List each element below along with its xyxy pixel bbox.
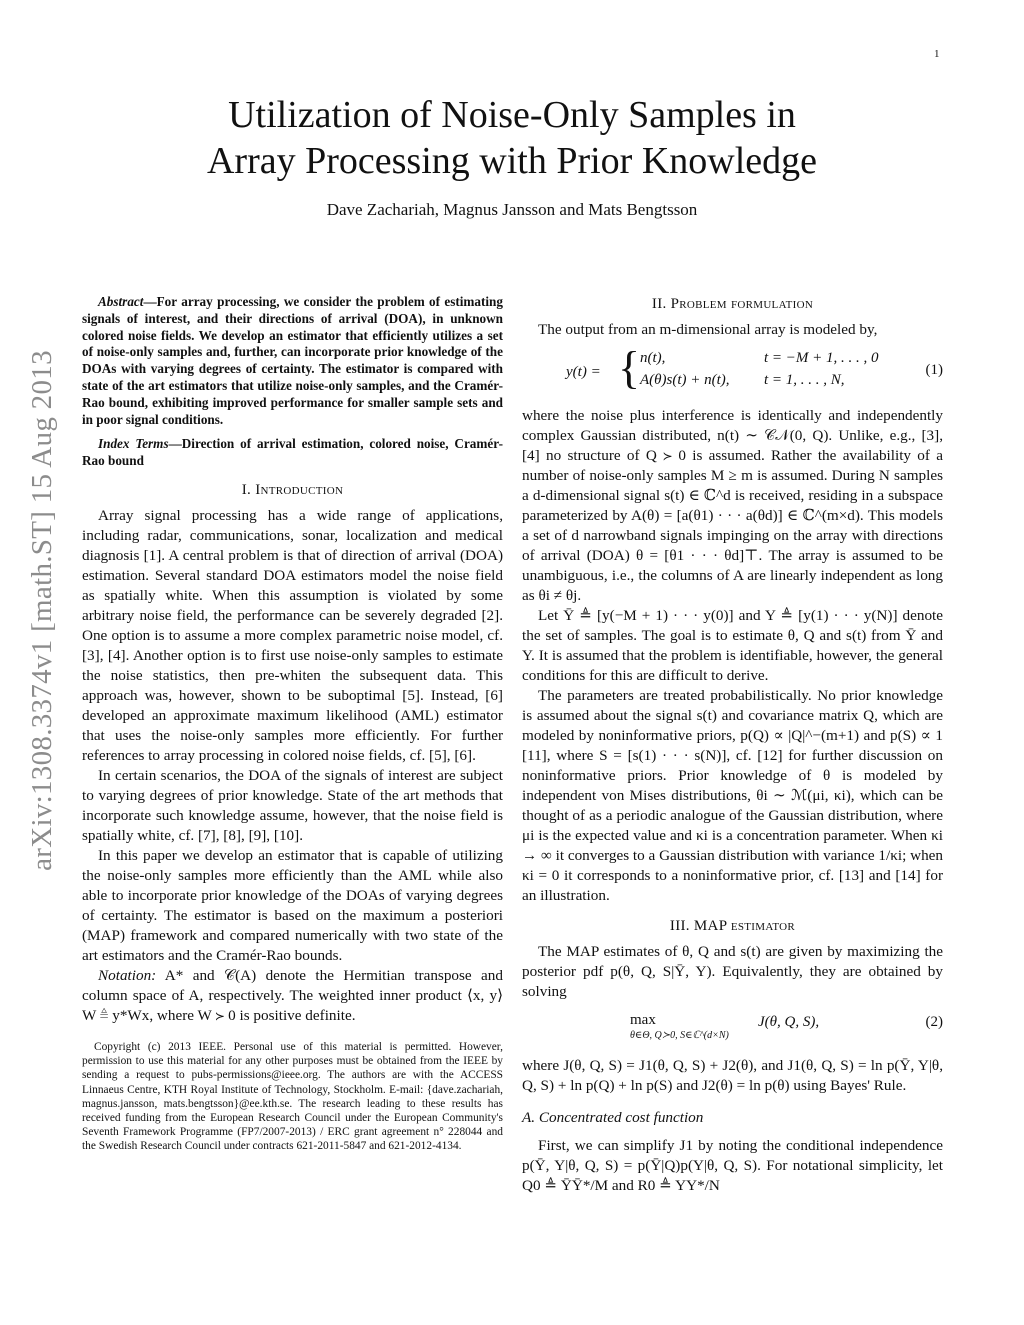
paper-title [100,92,924,184]
copyright-footnote: Copyright (c) 2013 IEEE. Personal use of this material is permitted. However, permission to use this material for any other purposes must be obtained from the IEEE by sending a request to pubs-permissions@ieee.org. The authors are with the ACCESS Linnaeus Centre, KTH Royal Institute of Technology, Stockholm. E-mail: {dave.zachariah, magnus.jansson, mats.bengtsson}@ee.kth.se. The research leading to these results has received funding from the European Research Council under the European Community's Seventh Framework Programme (FP7/2007-2013) / ERC grant agreement n° 228044 and the Swedish Research Council under contracts 621-2011-5847 and 621-2012-4134. [82,1040,503,1153]
notation-paragraph [82,966,503,1026]
abstract-label: Abstract [98,294,144,309]
equation-1-case-1: n(t), [640,350,666,366]
section-title: Problem formulation [670,296,814,312]
problem-paragraph-1: The output from an m-dimensional array is modeled by, [538,321,878,338]
left-brace-icon: { [618,342,641,393]
notation-text: A* and 𝒞(A) denote the Hermitian transpose and column space of A, respectively. The weighted inner product ⟨x, y⟩W ≜ y*Wx, where W ≻ 0 is positive definite. [82,966,503,1024]
section-title: MAP estimator [693,918,796,934]
notation-label: Notation: [98,966,157,984]
authors: Dave Zachariah, Magnus Jansson and Mats Bengtsson [326,200,698,219]
equation-2-objective: J(θ, Q, S), [758,1014,820,1030]
map-paragraph-2: where J(θ, Q, S) = J1(θ, Q, S) + J2(θ), and J1(θ, Q, S) = ln p(Ȳ, Y|θ, Q, S) + ln p(Q) + ln p(S) and J2(θ) = ln p(θ) using Bayes' Rule. [522,1057,943,1094]
map-paragraph-1: The MAP estimates of θ, Q and s(t) are given by maximizing the posterior pdf p(θ, Q, S|Ȳ, Y). Equivalently, they are obtained by solving [522,943,943,1000]
equation-1-number: (1) [925,362,943,378]
subsection-heading-concentrated-cost: A. Concentrated cost function [522,1109,704,1126]
equation-2-subscript: θ∈Θ, Q≻0, S∈ℂ^(d×N) [630,1030,729,1041]
equation-1-condition-1: t = −M + 1, . . . , 0 [764,350,879,366]
arxiv-stamp [18,300,66,920]
section-heading-introduction [82,480,503,500]
abstract-text: —For array processing, we consider the problem of estimating signals of interest, and their directions of arrival (DOA), in unknown colored noise fields. We develop an estimator that efficiently utilizes a set of noise-only samples and, further, can incorporate prior knowledge of the DOAs with varying degrees of certainty. The estimator is compared with state of the art estimators that utilize noise-only samples, and the Cramér-Rao bound, exhibiting improved performance for smaller sample sets and in poor signal conditions. [82,294,503,427]
index-terms [82,436,503,470]
index-terms-label: Index Terms [98,436,169,452]
section-number: II. [651,296,667,312]
index-terms-text: —Direction of arrival estimation, colored noise, Cramér-Rao bound [82,436,503,469]
problem-paragraph-3: Let Ȳ ≜ [y(−M + 1) · · · y(0)] and Y ≜ [y(1) · · · y(N)] denote the set of samples. The goal is to estimate θ, Q and s(t) from Ȳ and Y. It is assumed that the problem is identifiable, however, the general conditions for this are difficult to derive. [522,607,943,684]
right-column [522,294,943,1196]
equation-1-condition-2: t = 1, . . . , N, [764,372,845,388]
equation-2-number: (2) [925,1014,943,1030]
problem-paragraph-4: The parameters are treated probabilistically. No prior knowledge is assumed about the signal s(t) and covariance matrix Q, which are modeled by noninformative priors, p(Q) ∝ |Q|^−(m+1) and p(S) ∝ 1 [11], where S = [s(1) · · · s(N)], cf. [12] for further discussion on noninformative priors. Prior knowledge of θ is modeled by independent von Mises distributions, θi ∼ ℳ(μi, κi), which can be thought of as a periodic analogue of the Gaussian distribution, where μi is the expected value and κi is a concentration parameter. When κi → ∞ it converges to a Gaussian distribution with variance 1/κi; when κi = 0 it corresponds to a noninformative prior, cf. [13] and [14] for an illustration. [522,687,944,904]
abstract [82,294,503,428]
equation-1-case-2: A(θ)s(t) + n(t), [640,372,730,388]
section-number: III. [669,918,690,934]
title-line-1: Utilization of Noise-Only Samples in [228,94,796,136]
intro-paragraph-2: In certain scenarios, the DOA of the signals of interest are subject to varying degrees of prior knowledge. State of the art methods that incorporate such knowledge assume, however, that the noise field is spatially white, cf. [7], [8], [9], [10]. [82,766,503,844]
problem-paragraph-2: where the noise plus interference is identically and independently complex Gaussian distributed, n(t) ∼ 𝒞𝒩(0, Q). Unlike, e.g., [3], [4] no structure of Q ≻ 0 is assumed. Rather the availability of a number of noise-only samples M ≥ m is assumed. During N samples a d-dimensional signal s(t) ∈ ℂ^d is received, residing in a subspace parameterized by A(θ) = [a(θ1) · · · a(θd)] ∈ ℂ^(m×d). This models a set of d narrowband signals impinging on the array with directions of arrival (DOA) θ = [θ1 · · · θd]⊤. The array is assumed to be unambiguous, i.e., the columns of A are linearly independent as long as θi ≠ θj. [522,407,943,604]
intro-paragraph-3: In this paper we develop an estimator that is capable of utilizing the noise-only samples more efficiently than the AML while also able to incorporate prior knowledge of the DOAs of varying degrees of certainty. The estimator is based on the maximum a posteriori (MAP) framework and compared numerically with two state of the art estimators and the Cramér-Rao bounds. [82,846,503,964]
arxiv-id: arXiv:1308.3374v1 [math.ST] 15 Aug 2013 [25,349,58,871]
title-line-2: Array Processing with Prior Knowledge [206,140,817,182]
equation-1 [522,342,943,398]
map-paragraph-3: First, we can simplify J1 by noting the conditional independence p(Ȳ, Y|θ, Q, S) = p(Ȳ|Q)p(Y|θ, Q, S). For notational simplicity, let Q0 ≜ ȲȲ*/M and R0 ≜ YY*/N [522,1137,943,1194]
section-heading-problem-formulation [522,294,943,314]
left-column [82,294,503,1154]
section-heading-map-estimator [522,916,943,936]
equation-1-lhs: y(t) = [566,364,601,380]
equation-2 [522,1010,943,1046]
equation-2-max: max [630,1012,656,1028]
section-number: I. [241,481,252,498]
page-number: 1 [934,48,940,60]
intro-paragraph-1: Array signal processing has a wide range of applications, including radar, communications, sonar, localization and medical diagnosis [1]. A central problem is that of direction of arrival (DOA) estimation. Several standard DOA estimators model the noise field as spatially white. When this assumption is violated by some arbitrary noise field, the performance can be severely degraded [2]. One option is to assume a more complex parametric noise model, cf. [3], [4]. Another option is to first use noise-only samples to estimate the noise statistics, then pre-whiten the subsequent data. This approach was, however, shown to be suboptimal [5]. Instead, [6] developed an approximate maximum likelihood (AML) estimator that uses the noise-only samples more efficiently. For further references to array processing in colored noise fields, cf. [5], [6]. [82,506,503,764]
section-title: Introduction [255,481,344,498]
